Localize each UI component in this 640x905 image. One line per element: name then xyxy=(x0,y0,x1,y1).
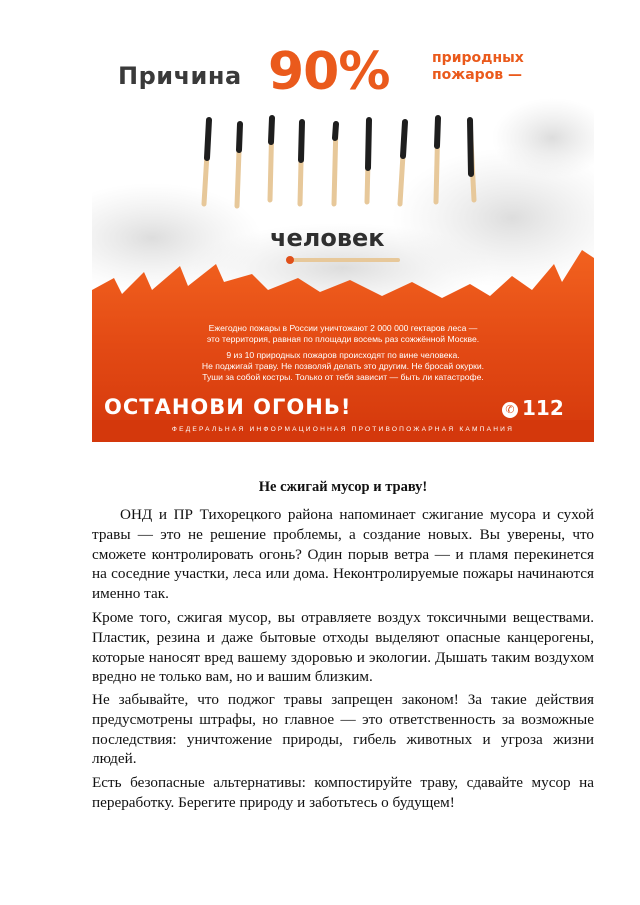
match-icon xyxy=(436,118,438,202)
poster-info-line: Не поджигай траву. Не позволяй делать это другим. Не бросай окурки. xyxy=(201,361,485,371)
poster-phone xyxy=(502,396,564,420)
poster-call-to-action: ОСТАНОВИ ОГОНЬ! xyxy=(104,395,352,419)
match-icon xyxy=(237,124,240,206)
poster-info-line: Туши за собой костры. Только от тебя зависит — быть ли катастрофе. xyxy=(202,372,484,382)
poster-subtitle-line: природных xyxy=(432,50,524,66)
paragraph-4: Есть безопасные альтернативы: компостируйте траву, сдавайте мусор на переработку. Берегите природу и заботьтесь о будущем! xyxy=(92,774,594,811)
poster-title-prefix: Причина xyxy=(118,62,242,90)
match-icon xyxy=(334,124,336,204)
phone-icon: ✆ xyxy=(502,402,518,418)
paragraph-1: ОНД и ПР Тихорецкого района напоминает сжигание мусора и сухой травы — это не решение проблемы, а создание новых. Вы уверены, что сможете контролировать огонь? Один порыв ветра — и пламя перекинется на соседние участки, леса или дома. Неконтролируемые пожары начинаются именно так. xyxy=(92,506,594,603)
poster-subtitle xyxy=(432,50,524,84)
poster-human-word: человек xyxy=(270,224,385,252)
poster-info-line: Ежегодно пожары в России уничтожают 2 000 000 гектаров леса — xyxy=(208,323,478,333)
poster-info-line: это территория, равная по площади восемь раз сожжённой Москве. xyxy=(206,334,480,344)
match-icon xyxy=(270,118,272,200)
document-title: Не сжигай мусор и траву! xyxy=(258,479,428,495)
poster-info-text xyxy=(112,323,574,383)
poster-subtitle-line: пожаров — xyxy=(432,67,523,83)
match-icon xyxy=(300,122,302,204)
paragraph-3: Не забывайте, что поджог травы запрещен законом! За такие действия предусмотрены штрафы, но главное — это ответственность за возможные последствия: уничтожение природы, гибель животных и угроза жизни людей. xyxy=(92,691,594,768)
paragraph-2: Кроме того, сжигая мусор, вы отравляете воздух токсичными веществами. Пластик, резина и даже бытовые отходы выделяют опасные канцерогены, которые наносят вред вашему здоровью и экологии. Дышать таким воздухом вредно не только вам, но и вашим близким. xyxy=(92,609,594,686)
poster-footer: ФЕДЕРАЛЬНАЯ ИНФОРМАЦИОННАЯ ПРОТИВОПОЖАРНАЯ КАМПАНИЯ xyxy=(171,426,515,433)
fire-safety-poster xyxy=(92,28,594,442)
poster-phone-number: 112 xyxy=(522,396,564,420)
match-icon xyxy=(367,120,369,202)
poster-info-line: 9 из 10 природных пожаров происходят по вине человека. xyxy=(226,350,460,360)
poster-percent: 90% xyxy=(268,42,390,102)
